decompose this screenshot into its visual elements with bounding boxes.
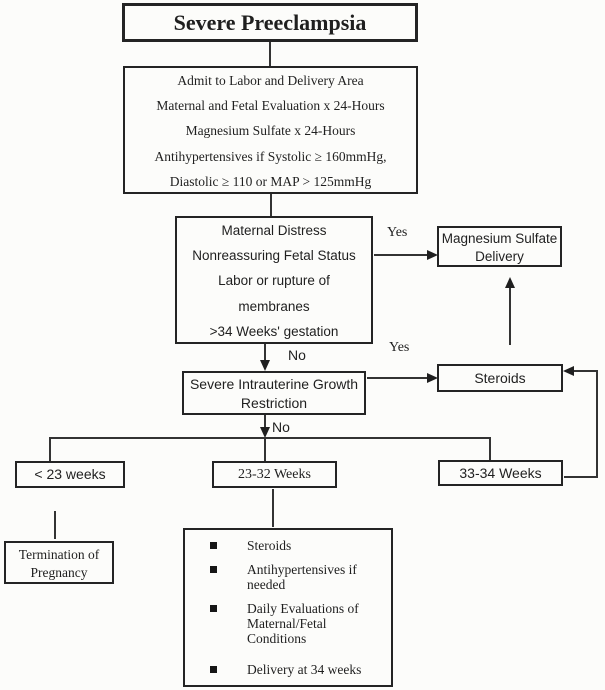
admission-line: Maternal and Fetal Evaluation x 24-Hours [156,98,385,114]
termination-box [4,541,114,584]
triage-line: Nonreassuring Fetal Status [192,248,356,264]
plan-item [210,538,385,553]
arrowhead-steroids-delivery [505,277,515,288]
plan-item-text: Delivery at 34 weeks [247,662,362,677]
plan-item [210,601,385,646]
admission-line: Magnesium Sulfate x 24-Hours [185,123,356,139]
weeks-33-34-box [438,460,563,486]
title-text: Severe Preeclampsia [173,10,367,35]
plan-item-text: Antihypertensives if needed [247,562,357,592]
branch-stub-center [264,437,266,461]
triage-line: Labor or rupture of [218,273,330,289]
under-23-weeks-box [15,461,125,488]
steroids-text: Steroids [474,370,526,386]
admission-box [123,66,418,194]
square-bullet-icon [210,666,217,673]
connector-loop-top [572,370,598,372]
triage-line: >34 Weeks' gestation [209,323,339,339]
weeks-33-34-text: 33-34 Weeks [459,465,542,481]
triage-box [175,216,373,344]
branch-horizontal-line [49,437,491,439]
plan-item-text: Daily Evaluations of [247,601,359,616]
magnesium-delivery-line: Delivery [475,249,524,264]
admission-line: Admit to Labor and Delivery Area [177,73,364,88]
square-bullet-icon [210,605,217,612]
management-plan-box [183,528,393,687]
arrowhead-triage-sigr [260,360,270,371]
square-bullet-icon [210,566,217,573]
sigr-box [182,371,366,415]
connector-sigr-steroids [367,377,429,379]
no-label-1: No [288,347,306,363]
square-bullet-icon [210,542,217,549]
plan-item-text: Steroids [247,538,292,553]
sigr-line: Restriction [240,395,308,411]
connector-under23-termination [54,511,56,539]
connector-3334-right [564,476,598,478]
steroids-box [437,364,563,392]
magnesium-delivery-box [437,226,562,267]
plan-item-text: Maternal/Fetal Conditions [247,616,327,646]
plan-item [210,562,385,592]
magnesium-delivery-line: Magnesium Sulfate [441,231,558,246]
connector-steroids-delivery [509,287,511,345]
triage-line: Maternal Distress [221,223,327,238]
yes-label-2: Yes [389,340,410,355]
under-23-weeks-text: < 23 weeks [34,466,106,482]
connector-2332-plan [272,489,274,527]
sigr-line: Severe Intrauterine Growth [189,376,359,392]
weeks-23-32-box [212,461,337,488]
yes-label-1: Yes [387,225,408,240]
admission-line: Antihypertensives if Systolic ≥ 160mmHg, [154,148,387,164]
connector-title-admission [269,42,271,66]
termination-line: Termination of [18,547,100,562]
connector-admission-triage [270,194,272,216]
arrowhead-loop-steroids [563,366,574,376]
triage-line: membranes [238,298,310,314]
weeks-23-32-text: 23-32 Weeks [238,467,311,482]
admission-line: Diastolic ≥ 110 or MAP > 125mmHg [169,173,372,189]
branch-stub-left [49,437,51,462]
connector-loop-vertical [596,370,598,478]
title-box [122,3,418,42]
plan-item [210,662,385,677]
connector-triage-delivery [374,254,429,256]
termination-line: Pregnancy [30,565,88,580]
branch-stub-right [489,437,491,460]
no-label-2: No [272,419,290,435]
